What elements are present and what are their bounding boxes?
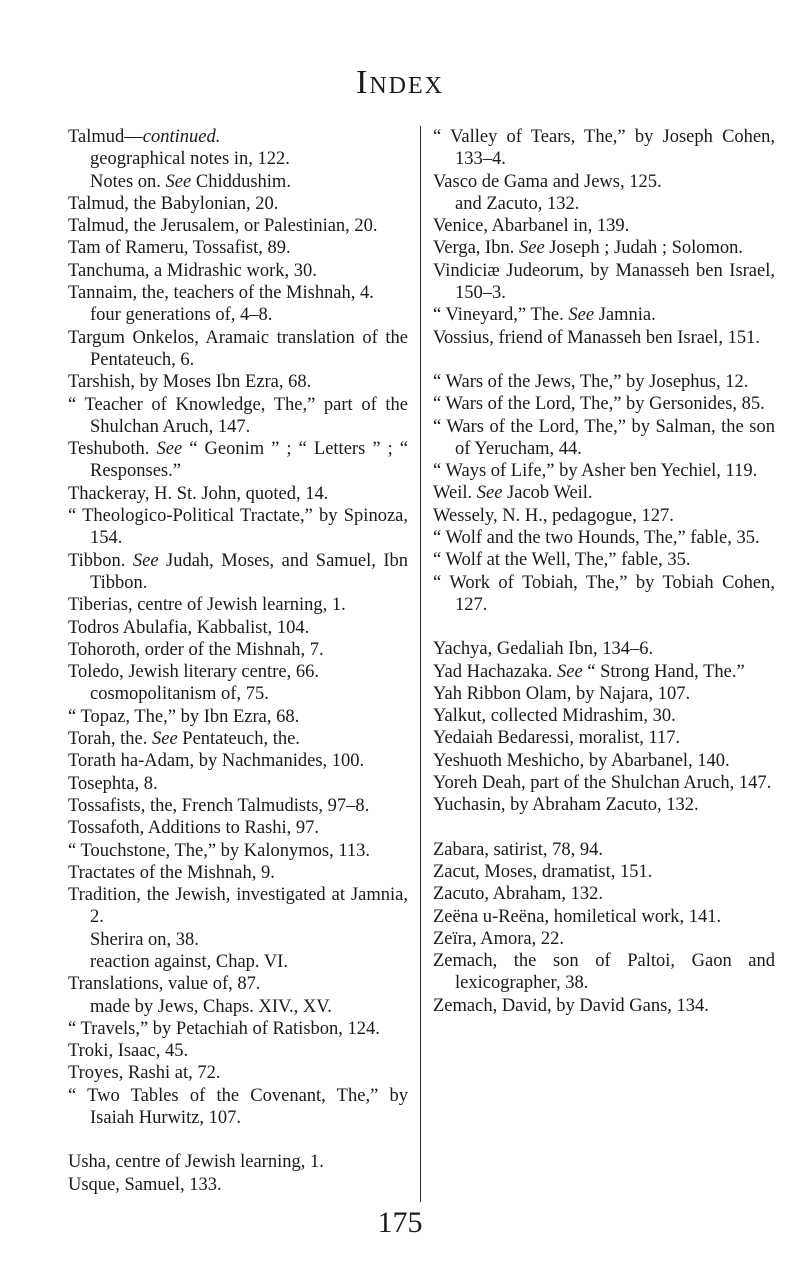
entry-continuation: Pentateuch, the. — [177, 729, 300, 750]
index-entry — [433, 683, 775, 705]
entry-text: Yah Ribbon Olam, by Najara, 107. — [433, 683, 691, 704]
entry-text: Vossius, friend of Manasseh ben Israel, 151. — [433, 327, 760, 348]
see-reference: See — [518, 238, 545, 259]
index-entry — [433, 750, 775, 772]
index-entry — [433, 416, 775, 461]
entry-text: and Zacuto, 132. — [455, 193, 580, 214]
index-entry — [68, 394, 408, 439]
entry-text: made by Jews, Chaps. XIV., XV. — [90, 996, 332, 1017]
entry-text: Weil. — [433, 483, 477, 504]
entry-text: Tossafists, the, French Talmudists, 97–8. — [68, 795, 370, 816]
entry-text: Thackeray, H. St. John, quoted, 14. — [68, 483, 329, 504]
entry-text: Zemach, the son of Paltoi, Gaon and lexicographer, 38. — [433, 951, 775, 994]
index-entry — [433, 393, 775, 415]
index-subentry — [68, 929, 408, 951]
entry-text: Todros Abulafia, Kabbalist, 104. — [68, 617, 310, 638]
entry-text: Yad Hachazaka. — [433, 661, 557, 682]
entry-continuation: “ Strong Hand, The.” — [582, 661, 745, 682]
see-reference: See — [156, 439, 183, 460]
index-entry — [433, 794, 775, 816]
entry-text: Talmud, the Jerusalem, or Palestinian, 20. — [68, 216, 378, 237]
entry-continuation: Jacob Weil. — [502, 483, 593, 504]
entry-text: Usha, centre of Jewish learning, 1. — [68, 1152, 324, 1173]
see-reference: See — [132, 550, 159, 571]
index-entry — [68, 862, 408, 884]
index-entry — [68, 706, 408, 728]
index-entry — [68, 215, 408, 237]
index-entry — [433, 260, 775, 305]
index-subentry — [68, 304, 408, 326]
index-entry — [433, 304, 775, 326]
index-entry — [68, 550, 408, 595]
index-entry — [433, 705, 775, 727]
entry-text: Tibbon. — [68, 550, 133, 571]
entry-text: “ Ways of Life,” by Asher ben Yechiel, 119. — [433, 461, 758, 482]
index-entry — [68, 795, 408, 817]
entry-text: Vasco de Gama and Jews, 125. — [433, 171, 662, 192]
entry-text: Troyes, Rashi at, 72. — [68, 1063, 221, 1084]
index-entry — [433, 527, 775, 549]
index-entry — [433, 171, 775, 193]
entry-text: Tosephta, 8. — [68, 773, 158, 794]
index-entry — [68, 973, 408, 995]
entry-text: Tractates of the Mishnah, 9. — [68, 862, 275, 883]
index-entry — [68, 505, 408, 550]
index-entry — [433, 638, 775, 660]
entry-text: geographical notes in, 122. — [90, 149, 290, 170]
index-entry — [68, 1062, 408, 1084]
index-entry — [68, 773, 408, 795]
entry-text: Zacuto, Abraham, 132. — [433, 884, 604, 905]
index-entry — [68, 260, 408, 282]
entry-text: Zabara, satirist, 78, 94. — [433, 839, 604, 860]
entry-text: “ Valley of Tears, The,” by Joseph Cohen, 133–4. — [433, 127, 775, 170]
index-entry — [68, 193, 408, 215]
see-reference: See — [165, 171, 192, 192]
entry-continuation: continued. — [142, 127, 221, 147]
entry-text: “ Wolf and the two Hounds, The,” fable, 35. — [433, 528, 760, 549]
entry-text: Torath ha-Adam, by Nachmanides, 100. — [68, 751, 365, 772]
entry-text: “ Touchstone, The,” by Kalonymos, 113. — [68, 840, 371, 861]
entry-text: Tarshish, by Moses Ibn Ezra, 68. — [68, 372, 312, 393]
entry-text: Yedaiah Bedaressi, moralist, 117. — [433, 728, 681, 749]
index-column-right — [433, 126, 775, 1017]
index-subentry — [68, 171, 408, 193]
entry-text: Talmud— — [68, 127, 143, 147]
entry-text: Toledo, Jewish literary centre, 66. — [68, 662, 319, 683]
entry-text: reaction against, Chap. VI. — [90, 951, 288, 972]
entry-text: Yalkut, collected Midrashim, 30. — [433, 706, 676, 727]
index-entry — [433, 727, 775, 749]
entry-text: “ Two Tables of the Covenant, The,” by Isaiah Hurwitz, 107. — [68, 1085, 408, 1129]
entry-text: Tossafoth, Additions to Rashi, 97. — [68, 818, 320, 839]
index-subentry — [68, 951, 408, 973]
index-entry — [433, 505, 775, 527]
entry-continuation: Joseph ; Judah ; Solomon. — [544, 238, 744, 259]
index-entry — [68, 371, 408, 393]
index-entry — [68, 840, 408, 862]
entry-text: Venice, Abarbanel in, 139. — [433, 216, 630, 237]
entry-text: Tannaim, the, teachers of the Mishnah, 4. — [68, 283, 374, 304]
entry-text: Sherira on, 38. — [90, 929, 199, 950]
entry-text: “ Wars of the Jews, The,” by Josephus, 12. — [433, 371, 749, 392]
column-divider — [420, 126, 421, 1202]
index-entry — [433, 460, 775, 482]
entry-text: Verga, Ibn. — [433, 238, 519, 259]
index-entry — [433, 215, 775, 237]
entry-text: Yachya, Gedaliah Ibn, 134–6. — [433, 639, 654, 660]
entry-text: Yeshuoth Meshicho, by Abarbanel, 140. — [433, 750, 730, 771]
entry-text: “ Wolf at the Well, The,” fable, 35. — [433, 550, 691, 571]
entry-text: Zeïra, Amora, 22. — [433, 928, 564, 949]
see-reference: See — [568, 305, 595, 326]
page-number: 175 — [377, 1206, 423, 1239]
entry-continuation: Judah, Moses, and Samuel, Ibn Tibbon. — [90, 550, 408, 593]
entry-text: Translations, value of, 87. — [68, 974, 261, 995]
see-reference: See — [151, 729, 178, 750]
entry-text: Vindiciæ Judeorum, by Manasseh ben Israel, 150–3. — [433, 260, 775, 304]
index-entry — [433, 839, 775, 861]
entry-text: Zeëna u-Reëna, homiletical work, 141. — [433, 906, 722, 927]
see-reference: See — [476, 483, 503, 504]
index-entry — [68, 282, 408, 304]
entry-text: Troki, Isaac, 45. — [68, 1041, 189, 1062]
index-column-left — [68, 126, 408, 1196]
index-entry — [433, 482, 775, 504]
entry-text: Yoreh Deah, part of the Shulchan Aruch, 147. — [433, 773, 772, 794]
entry-text: “ Wars of the Lord, The,” by Gersonides, 85. — [433, 394, 765, 415]
entry-text: Zemach, David, by David Gans, 134. — [433, 995, 709, 1016]
index-entry — [68, 817, 408, 839]
entry-text: “ Wars of the Lord, The,” by Salman, the son of Yerucham, 44. — [433, 416, 775, 459]
entry-text: Tohoroth, order of the Mishnah, 7. — [68, 639, 324, 660]
entry-text: “ Travels,” by Petachiah of Ratisbon, 124. — [68, 1018, 380, 1039]
index-entry — [68, 327, 408, 372]
index-entry — [68, 1040, 408, 1062]
entry-text: Wessely, N. H., pedagogue, 127. — [433, 505, 674, 526]
index-entry — [68, 1151, 408, 1173]
index-entry — [433, 995, 775, 1017]
index-entry — [68, 126, 408, 148]
index-entry — [433, 327, 775, 349]
entry-continuation: Chiddushim. — [191, 171, 291, 192]
entry-text: Tradition, the Jewish, investigated at Jamnia, 2. — [68, 885, 408, 928]
index-entry — [433, 928, 775, 950]
index-entry — [68, 639, 408, 661]
index-entry — [68, 661, 408, 683]
index-entry — [68, 594, 408, 616]
entry-text: Tanchuma, a Midrashic work, 30. — [68, 260, 317, 281]
entry-continuation: “ Geonim ” ; “ Letters ” ; “ Responses.” — [90, 439, 408, 482]
entry-text: Usque, Samuel, 133. — [68, 1174, 222, 1195]
see-reference: See — [556, 661, 583, 682]
entry-text: Torah, the. — [68, 729, 152, 750]
entry-text: Teshuboth. — [68, 439, 157, 460]
entry-text: “ Vineyard,” The. — [433, 305, 569, 326]
index-entry — [433, 126, 775, 171]
index-subentry — [433, 193, 775, 215]
entry-text: Zacut, Moses, dramatist, 151. — [433, 861, 653, 882]
entry-text: four generations of, 4–8. — [90, 305, 273, 326]
index-entry — [68, 1085, 408, 1130]
index-entry — [68, 1018, 408, 1040]
entry-text: Tiberias, centre of Jewish learning, 1. — [68, 595, 346, 616]
entry-text: Tam of Rameru, Tossafist, 89. — [68, 238, 291, 259]
index-entry — [433, 950, 775, 995]
index-entry — [433, 549, 775, 571]
index-subentry — [68, 996, 408, 1018]
entry-continuation: Jamnia. — [594, 305, 656, 326]
entry-text: Talmud, the Babylonian, 20. — [68, 193, 279, 214]
index-entry — [68, 438, 408, 483]
entry-text: “ Topaz, The,” by Ibn Ezra, 68. — [68, 706, 300, 727]
index-entry — [68, 750, 408, 772]
entry-text: cosmopolitanism of, 75. — [90, 684, 269, 705]
index-entry — [433, 883, 775, 905]
index-subentry — [68, 148, 408, 170]
entry-text: “ Teacher of Knowledge, The,” part of the Shulchan Aruch, 147. — [68, 394, 408, 437]
index-entry — [433, 661, 775, 683]
index-entry — [433, 906, 775, 928]
index-entry — [68, 1174, 408, 1196]
entry-text: Yuchasin, by Abraham Zacuto, 132. — [433, 795, 699, 816]
index-entry — [68, 237, 408, 259]
index-entry — [68, 728, 408, 750]
index-entry — [68, 617, 408, 639]
index-entry — [433, 572, 775, 617]
index-entry — [433, 371, 775, 393]
index-entry — [433, 861, 775, 883]
entry-text: “ Work of Tobiah, The,” by Tobiah Cohen, 127. — [433, 572, 775, 615]
index-entry — [433, 772, 775, 794]
entry-text: “ Theologico-Political Tractate,” by Spinoza, 154. — [68, 506, 408, 549]
index-entry — [433, 237, 775, 259]
index-entry — [68, 483, 408, 505]
entry-text: Notes on. — [90, 171, 166, 192]
page-title: Index — [356, 64, 444, 101]
index-entry — [68, 884, 408, 929]
entry-text: Targum Onkelos, Aramaic translation of the Pentateuch, 6. — [68, 327, 408, 370]
index-subentry — [68, 683, 408, 705]
